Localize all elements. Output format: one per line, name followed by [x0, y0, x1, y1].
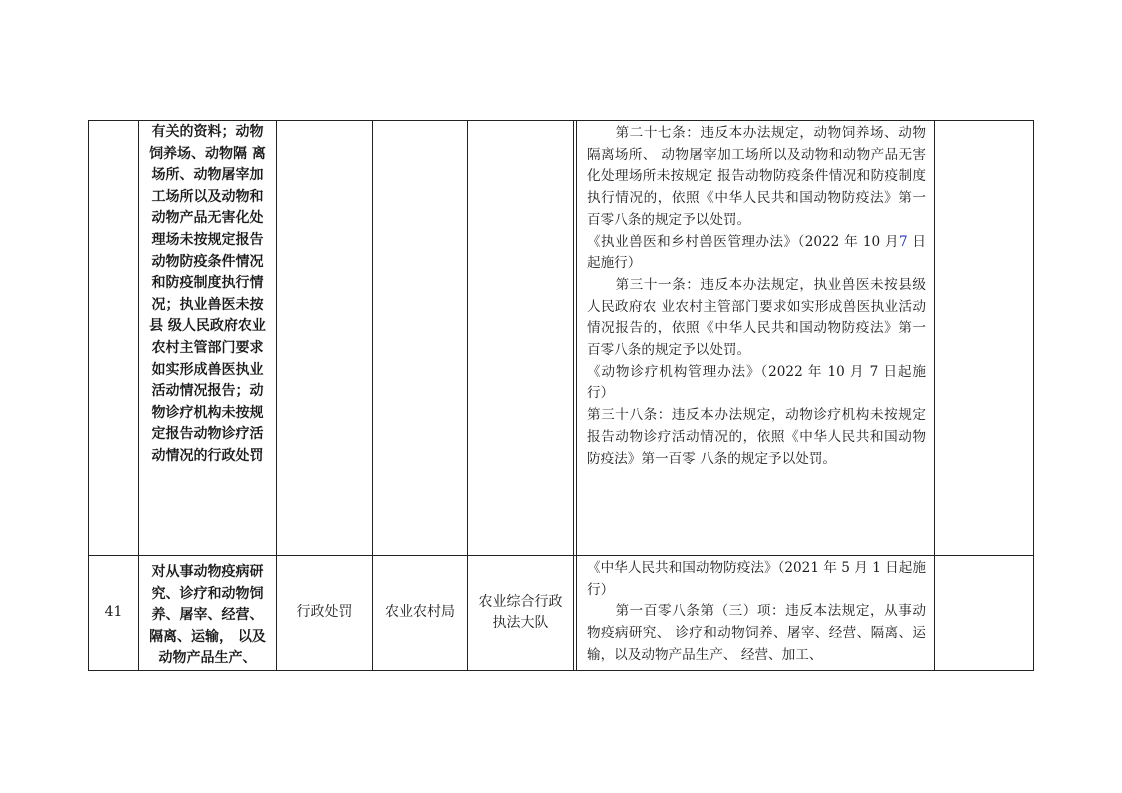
type-cell: [277, 121, 373, 556]
basis-cell: [577, 556, 935, 671]
basis-paragraph: 《动物诊疗机构管理办法》（2022 年 10 月 7 日起施行）: [587, 363, 926, 402]
basis-paragraph: 第三十八条：违反本办法规定，动物诊疗机构未按规定报告动物诊疗活动情况的，依照《中华人民共和国动物防疫法》第一百零 八条的规定予以处罚。: [587, 407, 926, 467]
type-cell: 行政处罚: [277, 556, 373, 671]
row-number: [89, 121, 139, 556]
department-cell: [373, 121, 468, 556]
item-text: 对从事动物疫病研究、诊疗和动物饲养、屠宰、经营、隔离、运输， 以及动物产品生产、: [149, 564, 266, 667]
regulation-title-end: 日起施行）: [587, 233, 926, 272]
table-row: [89, 121, 1034, 556]
table-row: [89, 556, 1034, 671]
legal-basis: [577, 556, 934, 667]
item-cell: [139, 121, 277, 556]
basis-paragraph: 《中华人民共和国动物防疫法》（2021 年 5 月 1 日起施行）: [587, 560, 926, 598]
note-cell: [935, 556, 1034, 671]
executor-cell: 农业综合行政执法大队: [468, 556, 574, 671]
basis-paragraph: [587, 232, 926, 275]
basis-paragraph: 第一百零八条第（三）项：违反本法规定，从事动物疫病研究、 诊疗和动物饲养、屠宰、经营、隔离、运输，以及动物产品生产、 经营、加工、: [587, 603, 926, 663]
regulation-date-day: 7: [898, 233, 908, 250]
basis-cell: [577, 121, 935, 556]
executor-cell: [468, 121, 574, 556]
note-cell: [935, 121, 1034, 556]
basis-paragraph: 第二十七条：违反本办法规定，动物饲养场、动物隔离场所、 动物屠宰加工场所以及动物和动物产品无害化处理场所未按规定 报告动物防疫条件情况和防疫制度执行情况的，依照《中华人民共和国动物防疫法》第一百零八条的规定予以处罚。: [587, 125, 926, 228]
item-text: 有关的资料；动物饲养场、动物隔 离场所、动物屠宰加工场所以及动物和动物产品无害化处理场未按规定报告动物防疫条件情况和防疫制度执行情况；执业兽医未按县 级人民政府农业农村主管部门要求如实形成兽医执业活动情况报告；动物诊疗机构未按规定报告动物诊疗活动情况的行政处罚: [149, 124, 266, 464]
row-number: 41: [89, 556, 139, 671]
enforcement-table: [88, 120, 1034, 671]
basis-paragraph: 第三十一条：违反本办法规定，执业兽医未按县级人民政府农 业农村主管部门要求如实形成兽医执业活动情况报告的，依照《中华人民共和国动物防疫法》第一百零八条的规定予以处罚。: [587, 276, 926, 359]
legal-basis: [577, 121, 934, 470]
regulation-title: 《执业兽医和乡村兽医管理办法》（2022 年 10 月: [587, 233, 899, 250]
department-cell: 农业农村局: [373, 556, 468, 671]
item-cell: [139, 556, 277, 671]
